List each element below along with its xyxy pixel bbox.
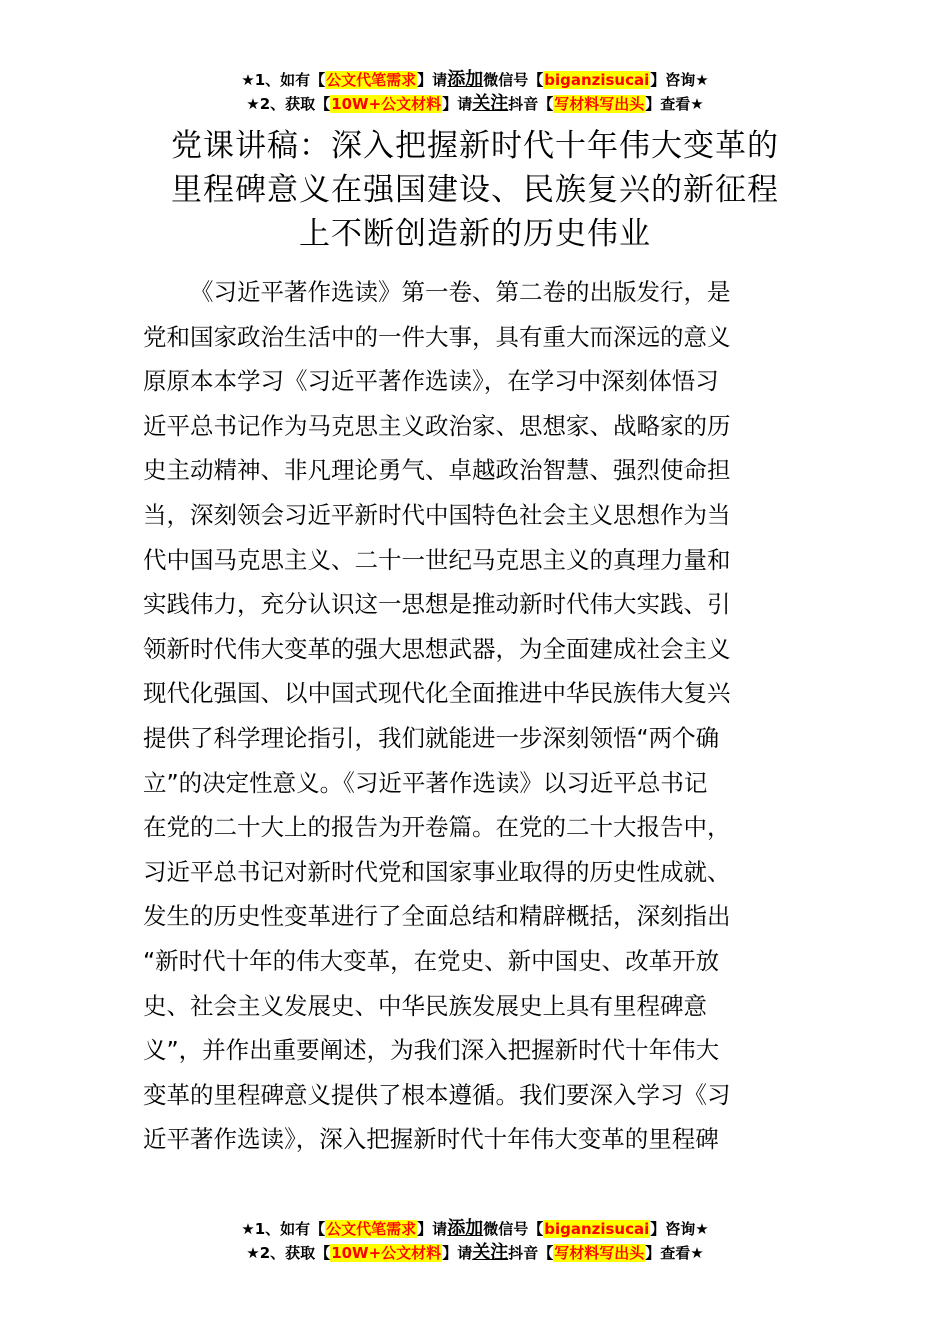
- banner-wechat-id: biganzisucai: [544, 1220, 650, 1238]
- banner-highlight: 公文代笔需求: [326, 71, 417, 89]
- body-line: 习近平总书记对新时代党和国家事业取得的历史性成就、: [143, 857, 731, 886]
- body-line: 在党的二十大上的报告为开卷篇。在党的二十大报告中，: [143, 813, 731, 842]
- banner-text: 微信号【: [483, 1220, 544, 1238]
- banner-text: 】咨询★: [650, 71, 709, 89]
- body-line: 近平著作选读》，深入把握新时代十年伟大变革的里程碑: [143, 1125, 719, 1154]
- body-line: 当，深刻领会习近平新时代中国特色社会主义思想作为当: [143, 500, 731, 529]
- banner-highlight: 10W+公文材料: [331, 95, 442, 113]
- banner-text: ★1、如有【: [241, 71, 326, 89]
- banner-text: 】请: [417, 71, 448, 89]
- banner-line-1: [0, 68, 950, 92]
- body-paragraph: [143, 270, 813, 1162]
- banner-text: ★2、获取【: [246, 95, 331, 113]
- body-line: 《习近平著作选读》第一卷、第二卷的出版发行，是: [190, 278, 731, 306]
- footer-banner: [0, 1217, 950, 1265]
- body-line: 代中国马克思主义、二十一世纪马克思主义的真理力量和: [143, 545, 731, 574]
- banner-text: 】咨询★: [650, 1220, 709, 1238]
- title-line: 党课讲稿：深入把握新时代十年伟大变革的: [171, 128, 779, 164]
- banner-highlight: 公文代笔需求: [326, 1220, 417, 1238]
- banner-text: ★1、如有【: [241, 1220, 326, 1238]
- banner-text: ★2、获取【: [246, 1244, 331, 1262]
- body-line: 变革的里程碑意义提供了根本遵循。我们要深入学习《习: [143, 1080, 731, 1109]
- body-line: 实践伟力，充分认识这一思想是推动新时代伟大实践、引: [143, 590, 731, 619]
- body-line: 党和国家政治生活中的一件大事，具有重大而深远的意义: [143, 322, 731, 351]
- body-line: 史、社会主义发展史、中华民族发展史上具有里程碑意: [143, 991, 707, 1020]
- banner-text: 】请: [442, 95, 473, 113]
- banner-text: 】请: [442, 1244, 473, 1262]
- banner-text: 抖音【: [508, 1244, 554, 1262]
- body-line: 立”的决定性意义。《习近平著作选读》以习近平总书记: [143, 768, 708, 797]
- banner-douyin-id: 写材料写出头: [554, 1244, 645, 1262]
- banner-line-2: [0, 1241, 950, 1265]
- banner-text: 】查看★: [645, 95, 704, 113]
- body-line: 领新时代伟大变革的强大思想武器，为全面建成社会主义: [143, 634, 731, 663]
- header-banner: [0, 68, 950, 116]
- banner-line-2: [0, 92, 950, 116]
- banner-text: 】请: [417, 1220, 448, 1238]
- banner-line-1: [0, 1217, 950, 1241]
- banner-underlined: 添加: [447, 69, 484, 90]
- title-line: 里程碑意义在强国建设、民族复兴的新征程: [171, 172, 779, 208]
- banner-underlined: 关注: [472, 1242, 509, 1263]
- document-title: [120, 124, 830, 256]
- banner-wechat-id: biganzisucai: [544, 71, 650, 89]
- banner-underlined: 关注: [472, 93, 509, 114]
- title-line: 上不断创造新的历史伟业: [299, 216, 651, 252]
- banner-douyin-id: 写材料写出头: [554, 95, 645, 113]
- body-line: 原原本本学习《习近平著作选读》，在学习中深刻体悟习: [143, 367, 719, 396]
- body-line: 近平总书记作为马克思主义政治家、思想家、战略家的历: [143, 411, 731, 440]
- body-line: 史主动精神、非凡理论勇气、卓越政治智慧、强烈使命担: [143, 456, 731, 485]
- banner-text: 】查看★: [645, 1244, 704, 1262]
- banner-highlight: 10W+公文材料: [331, 1244, 442, 1262]
- body-line: “新时代十年的伟大变革，在党史、新中国史、改革开放: [143, 946, 720, 975]
- banner-underlined: 添加: [447, 1218, 484, 1239]
- body-line: 现代化强国、以中国式现代化全面推进中华民族伟大复兴: [143, 679, 731, 708]
- banner-text: 抖音【: [508, 95, 554, 113]
- body-line: 提供了科学理论指引，我们就能进一步深刻领悟“两个确: [143, 723, 720, 752]
- body-line: 义”，并作出重要阐述，为我们深入把握新时代十年伟大: [143, 1036, 720, 1065]
- banner-text: 微信号【: [483, 71, 544, 89]
- body-line: 发生的历史性变革进行了全面总结和精辟概括，深刻指出: [143, 902, 731, 931]
